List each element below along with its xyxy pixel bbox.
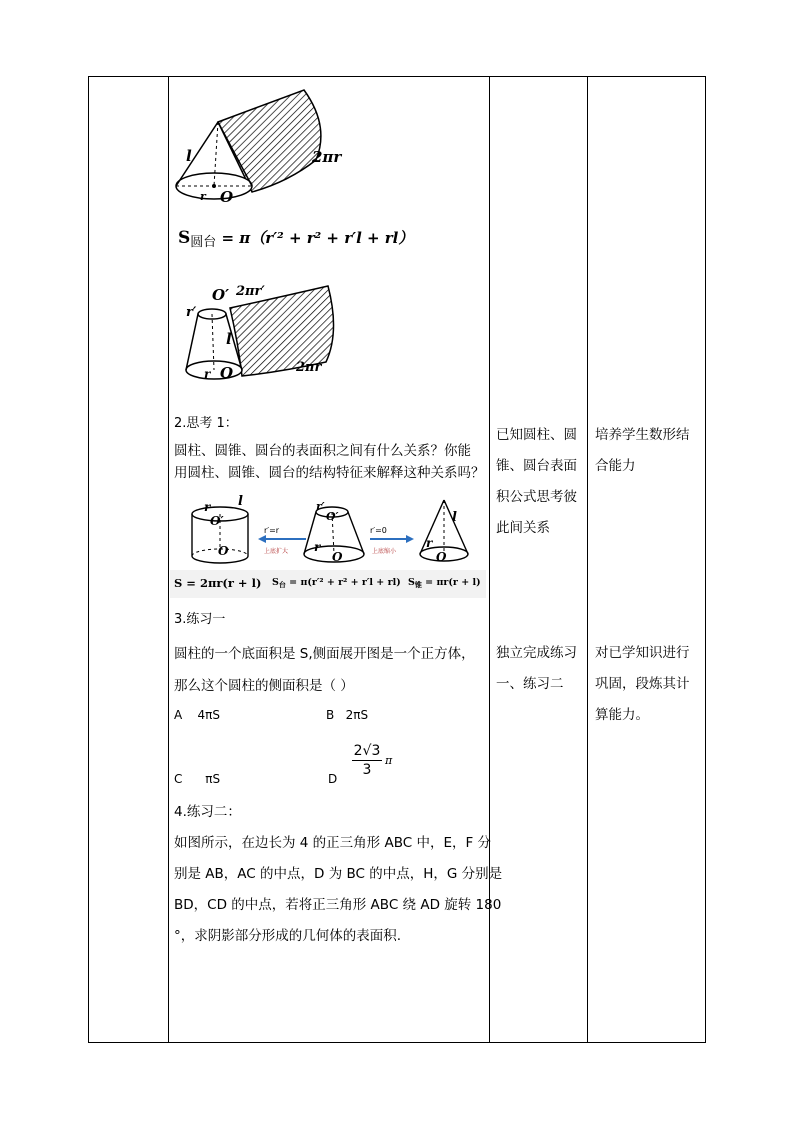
section4-line-4: °，求阴影部分形成的几何体的表面积. <box>174 928 402 944</box>
fig3-cyl-r: r <box>204 500 211 514</box>
option-d: D <box>328 772 338 786</box>
column-divider <box>587 77 588 1042</box>
intent-practice-2: 巩固，段炼其计 <box>595 676 690 692</box>
option-a: A 4πS <box>174 708 220 722</box>
fig3-f3-rest: = πr(r + l) <box>421 577 481 588</box>
fig2-r: r <box>204 367 211 381</box>
section2-heading: 2.思考 1： <box>174 416 238 431</box>
fig3-mid-o: O <box>332 550 343 564</box>
intent-think-2: 合能力 <box>595 458 636 474</box>
fig2-l: l <box>226 330 232 348</box>
fig3-right-arrow-eq: r′=0 <box>370 526 387 535</box>
student-think-3: 积公式思考彼 <box>496 489 577 505</box>
formula-s: S <box>178 228 191 248</box>
fig1-l: l <box>186 147 192 165</box>
student-practice-2: 一、练习二 <box>496 676 564 692</box>
fig3-f3-sub: 锥 <box>414 580 422 589</box>
fig1-r: r <box>200 190 206 203</box>
fig3-f3-s: S <box>408 577 415 588</box>
fig2-arc: 2πr <box>296 360 322 375</box>
option-d-fraction <box>352 742 382 779</box>
fig3-mid-r-top: r′ <box>316 500 325 513</box>
option-c: C πS <box>174 772 221 786</box>
fig2-r-top: r′ <box>186 305 197 320</box>
fig3-cone-l: l <box>452 510 457 525</box>
fraction-pi: π <box>385 754 393 767</box>
option-b: B 2πS <box>326 708 369 722</box>
column-divider <box>168 77 169 1042</box>
intent-practice-3: 算能力。 <box>595 707 649 723</box>
formula-subscript: 圆台 <box>190 235 217 250</box>
fig3-formula-cone <box>408 577 481 590</box>
section4-line-1: 如图所示，在边长为 4 的正三角形 ABC 中，E，F 分 <box>174 835 492 851</box>
fig3-cone-r: r <box>426 536 433 550</box>
fraction-numerator: 2√3 <box>353 743 381 759</box>
fig3-mid-o-top: O′ <box>326 510 339 523</box>
fig1-o: O <box>220 188 234 206</box>
student-think-1: 已知圆柱、圆 <box>496 427 577 443</box>
fig3-left-arrow-eq: r′=r <box>264 526 280 535</box>
section3-line-1: 圆柱的一个底面积是 S,侧面展开图是一个正方体， <box>174 646 475 662</box>
section4-line-2: 别是 AB，AC 的中点，D 为 BC 的中点，H，G 分别是 <box>174 866 503 882</box>
intent-practice-1: 对已学知识进行 <box>595 645 690 661</box>
fig1-arc: 2πr <box>312 148 342 166</box>
fraction-denominator: 3 <box>352 760 382 779</box>
fig2-o: O <box>220 364 234 382</box>
fig3-right-arrow-note: 上底缩小 <box>372 548 397 555</box>
fig3-f2-rest: = π(r′² + r² + r′l + rl) <box>285 577 401 588</box>
fig2-o-top: O′ <box>212 286 230 304</box>
student-think-2: 锥、圆台表面 <box>496 458 577 474</box>
section2-line-2: 用圆柱、圆锥、圆台的结构特征来解释这种关系吗？ <box>174 465 485 481</box>
fig3-cone-o: O <box>436 550 447 564</box>
fig3-left-arrow-note: 上底扩大 <box>264 548 289 555</box>
fig3-f2-sub: 台 <box>278 580 286 589</box>
student-practice-1: 独立完成练习 <box>496 645 577 661</box>
frustum-area-formula <box>178 227 413 250</box>
fig2-arc-top: 2πr′ <box>236 284 265 299</box>
intent-think-1: 培养学生数形结 <box>595 427 690 443</box>
fig3-mid-r: r <box>314 540 321 554</box>
fig3-formula-frustum <box>272 577 401 590</box>
fig3-cyl-o-top: O′ <box>210 514 224 528</box>
formula-rest: = π（r′² + r² + r′l + rl） <box>216 229 414 247</box>
student-think-4: 此间关系 <box>496 520 550 536</box>
section4-line-3: BD，CD 的中点，若将正三角形 ABC 绕 AD 旋转 180 <box>174 897 502 913</box>
fig3-cyl-o: O <box>218 544 229 558</box>
section2-line-1: 圆柱、圆锥、圆台的表面积之间有什么关系？你能 <box>174 443 471 459</box>
fig3-cyl-l: l <box>238 494 243 509</box>
section3-line-2: 那么这个圆柱的侧面积是（ ） <box>174 678 354 694</box>
fig3-formula-cylinder: S = 2πr(r + l) <box>174 576 262 590</box>
section4-heading: 4.练习二： <box>174 804 241 820</box>
fig3-f2-s: S <box>272 577 279 588</box>
section3-heading: 3.练习一 <box>174 612 226 627</box>
